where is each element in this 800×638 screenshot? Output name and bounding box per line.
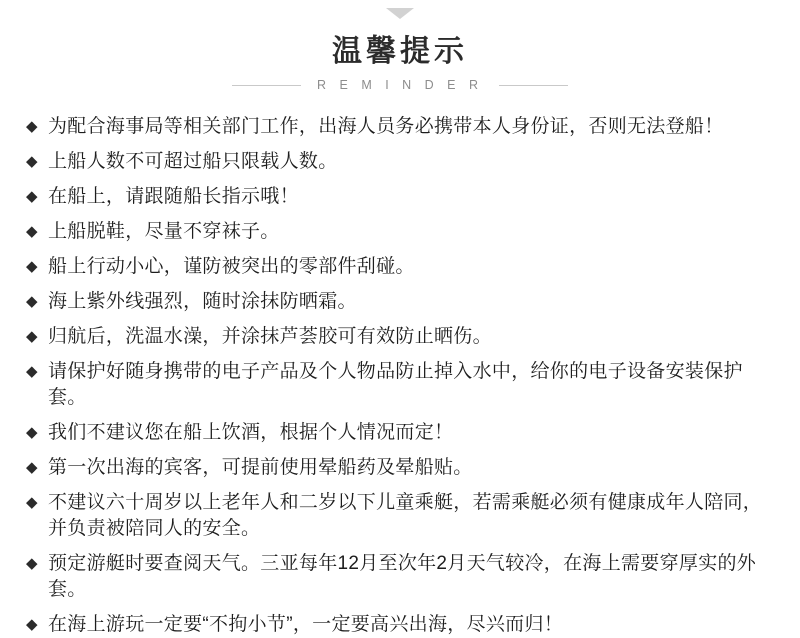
list-item	[26, 612, 778, 638]
notice-list	[0, 114, 800, 638]
list-item	[26, 324, 778, 350]
diamond-bullet-icon: ◆	[26, 188, 38, 205]
diamond-bullet-icon: ◆	[26, 363, 38, 380]
list-item	[26, 219, 778, 245]
list-item	[26, 254, 778, 280]
list-item	[26, 455, 778, 481]
subtitle-row	[232, 78, 568, 92]
list-item-text: 船上行动小心，谨防被突出的零部件刮碰。	[48, 256, 415, 277]
list-item	[26, 114, 778, 140]
divider-left	[232, 85, 301, 86]
list-item	[26, 551, 778, 603]
diamond-bullet-icon: ◆	[26, 258, 38, 275]
diamond-bullet-icon: ◆	[26, 293, 38, 310]
page-subtitle: R E M I N D E R	[317, 78, 483, 92]
list-item-text: 请保护好随身携带的电子产品及个人物品防止掉入水中，给你的电子设备安装保护套。	[48, 361, 743, 408]
triangle-down-icon	[386, 8, 414, 19]
list-item-text: 我们不建议您在船上饮酒，根据个人情况而定！	[48, 422, 454, 443]
list-item-text: 上船脱鞋，尽量不穿袜子。	[48, 221, 280, 242]
list-item-text: 上船人数不可超过船只限载人数。	[48, 151, 338, 172]
list-item	[26, 149, 778, 175]
list-item	[26, 289, 778, 315]
diamond-bullet-icon: ◆	[26, 118, 38, 135]
diamond-bullet-icon: ◆	[26, 153, 38, 170]
list-item-text: 不建议六十周岁以上老年人和二岁以下儿童乘艇，若需乘艇必须有健康成年人陪同，并负责被陪同人的安全。	[48, 492, 763, 539]
diamond-bullet-icon: ◆	[26, 328, 38, 345]
list-item-text: 在海上游玩一定要“不拘小节”，一定要高兴出海，尽兴而归！	[48, 614, 564, 635]
list-item	[26, 359, 778, 411]
diamond-bullet-icon: ◆	[26, 555, 38, 572]
list-item	[26, 490, 778, 542]
page-title: 温馨提示	[332, 35, 468, 68]
page-header	[0, 0, 800, 92]
diamond-bullet-icon: ◆	[26, 494, 38, 511]
diamond-bullet-icon: ◆	[26, 459, 38, 476]
diamond-bullet-icon: ◆	[26, 616, 38, 633]
diamond-bullet-icon: ◆	[26, 424, 38, 441]
list-item-text: 为配合海事局等相关部门工作，出海人员务必携带本人身份证，否则无法登船！	[48, 116, 724, 137]
list-item	[26, 184, 778, 210]
diamond-bullet-icon: ◆	[26, 223, 38, 240]
list-item-text: 第一次出海的宾客，可提前使用晕船药及晕船贴。	[48, 457, 473, 478]
list-item	[26, 420, 778, 446]
divider-right	[499, 85, 568, 86]
list-item-text: 预定游艇时要查阅天气。三亚每年12月至次年2月天气较冷，在海上需要穿厚实的外套。	[48, 553, 757, 600]
list-item-text: 归航后，洗温水澡，并涂抹芦荟胶可有效防止晒伤。	[48, 326, 492, 347]
list-item-text: 海上紫外线强烈，随时涂抹防晒霜。	[48, 291, 357, 312]
list-item-text: 在船上，请跟随船长指示哦！	[48, 186, 299, 207]
